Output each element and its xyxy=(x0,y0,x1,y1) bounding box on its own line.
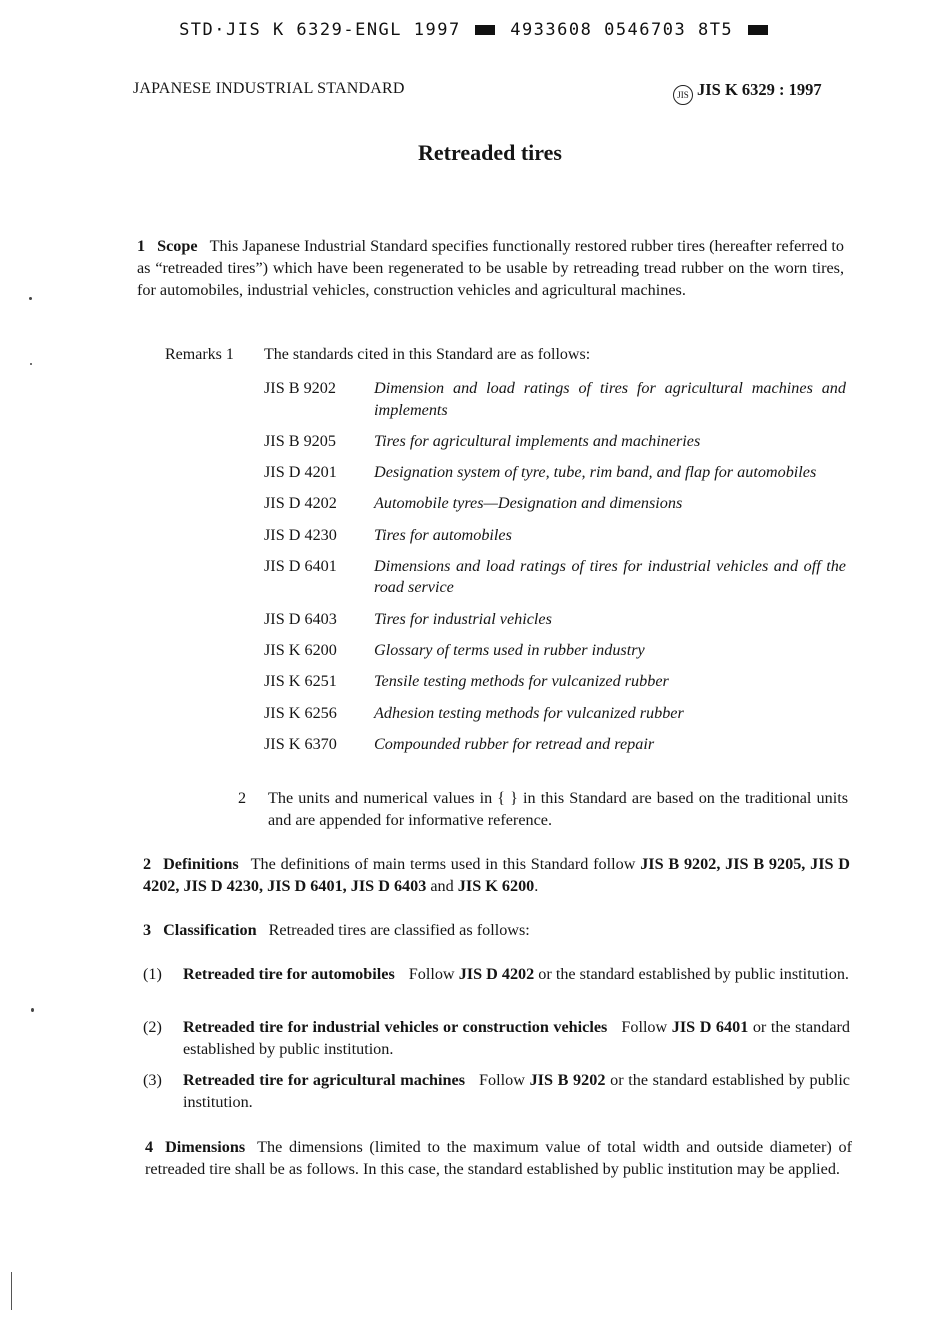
standard-code: JIS D 6403 xyxy=(264,609,337,628)
standard-title: Tires for automobiles xyxy=(374,525,512,544)
standard-code: JIS D 4201 xyxy=(264,463,337,482)
standard-code: JIS K 6200 xyxy=(264,641,337,660)
classification-item xyxy=(143,1016,850,1060)
list-item xyxy=(264,556,846,599)
item-title: Retreaded tire for industrial vehicles or construction vehicles xyxy=(183,1018,608,1036)
standard-title: Glossary of terms used in rubber industry xyxy=(374,641,645,660)
period: . xyxy=(534,877,539,895)
section-text: The dimensions (limited to the maximum value of total width and outside diameter) of retreaded tire shall be as follows. In this case, the standard established by public institution may be applied. xyxy=(145,1138,852,1178)
standard-title: Tires for agricultural implements and machineries xyxy=(374,431,701,450)
item-pre: Follow xyxy=(479,1071,525,1089)
item-number: (3) xyxy=(143,1071,162,1089)
list-item xyxy=(264,431,846,453)
item-title: Retreaded tire for automobiles xyxy=(183,965,395,983)
header-org: JAPANESE INDUSTRIAL STANDARD xyxy=(133,80,405,97)
list-item xyxy=(264,640,846,662)
stamp-block-mark xyxy=(475,25,495,35)
list-item xyxy=(264,378,846,421)
item-pre: Follow xyxy=(408,965,455,983)
section-title: Dimensions xyxy=(165,1138,246,1156)
classification-item xyxy=(143,1069,850,1113)
conjunction: and xyxy=(430,877,454,895)
item-post: or the standard established by public institution. xyxy=(538,965,849,983)
list-item xyxy=(264,703,846,725)
standard-title: Tensile testing methods for vulcanized rubber xyxy=(374,672,669,691)
standard-title: Automobile tyres—Designation and dimensions xyxy=(374,494,683,513)
standard-title: Adhesion testing methods for vulcanized rubber xyxy=(374,703,684,722)
item-ref: JIS D 4202 xyxy=(458,965,535,983)
standard-title: Designation system of tyre, tube, rim band, and flap for automobiles xyxy=(374,463,817,482)
item-post: or the standard established by public institution. xyxy=(183,1071,850,1111)
item-post: or the standard established by public institution. xyxy=(183,1018,850,1058)
classification-item xyxy=(143,963,850,985)
standard-code: JIS K 6329 : 1997 xyxy=(697,80,822,99)
scan-speck xyxy=(29,297,32,300)
item-number: (1) xyxy=(143,965,162,983)
document-stamp xyxy=(0,20,950,40)
page-title: Retreaded tires xyxy=(418,140,562,165)
list-item xyxy=(264,734,846,756)
standard-reference-last: JIS K 6200 xyxy=(457,877,535,895)
standard-code: JIS D 6401 xyxy=(264,556,337,575)
header-standard-code xyxy=(673,80,822,105)
section-text: This Japanese Industrial Standard specifies functionally restored rubber tires (hereafter referred to as “retreaded tires”) which have been regenerated to be usable by retreading tread rubber on the worn tires, for automobiles, industrial vehicles, construction vehicles and agricultural machines. xyxy=(137,237,844,299)
standard-code: JIS K 6251 xyxy=(264,672,337,691)
stamp-block-mark-end xyxy=(748,25,768,35)
section-number: 3 xyxy=(143,921,152,939)
list-item xyxy=(264,609,846,631)
standard-references: JIS B 9202, JIS B 9205, JIS D 4202, JIS D 4230, JIS D 6401, JIS D 6403 xyxy=(143,855,850,895)
remarks-heading: The standards cited in this Standard are as follows: xyxy=(264,346,591,363)
stamp-middle-text: 4933608 0546703 8T5 xyxy=(510,20,734,40)
scan-speck xyxy=(30,363,32,365)
standard-title: Tires for industrial vehicles xyxy=(374,609,552,628)
standard-code: JIS K 6370 xyxy=(264,734,337,753)
list-item xyxy=(264,493,846,515)
list-item xyxy=(264,462,846,484)
standard-title: Compounded rubber for retread and repair xyxy=(374,734,655,753)
section-number: 1 xyxy=(137,237,146,255)
section-text: Retreaded tires are classified as follows: xyxy=(268,921,530,939)
section-number: 4 xyxy=(145,1138,154,1156)
standard-code: JIS B 9202 xyxy=(264,379,336,397)
standard-code: JIS D 4202 xyxy=(264,494,337,513)
list-item xyxy=(264,525,846,547)
standard-code: JIS D 4230 xyxy=(264,525,337,544)
remark-text: The units and numerical values in { } in this Standard are based on the traditional units and are appended for informative reference. xyxy=(268,789,848,829)
list-item xyxy=(264,671,846,693)
remarks-label: Remarks 1 xyxy=(165,346,234,363)
jis-mark-icon: JIS xyxy=(673,85,693,105)
scan-edge-line xyxy=(11,1272,12,1310)
section-scope xyxy=(137,235,844,301)
remark-number: 2 xyxy=(238,789,247,807)
standard-title: Dimension and load ratings of tires for agricultural machines and implements xyxy=(374,379,846,419)
standard-title: Dimensions and load ratings of tires for industrial vehicles and off the road service xyxy=(374,556,846,597)
cited-standards-list xyxy=(264,378,846,765)
section-title: Definitions xyxy=(163,855,239,873)
scan-speck xyxy=(31,1008,34,1012)
section-definitions xyxy=(143,853,850,897)
section-number: 2 xyxy=(143,855,152,873)
section-classification xyxy=(143,919,850,941)
section-title: Classification xyxy=(163,921,257,939)
item-title: Retreaded tire for agricultural machines xyxy=(183,1071,466,1089)
standard-code: JIS B 9205 xyxy=(264,431,336,450)
remark-2 xyxy=(238,788,848,831)
section-title: Scope xyxy=(157,237,198,255)
section-dimensions xyxy=(145,1136,852,1180)
item-ref: JIS D 6401 xyxy=(671,1018,749,1036)
item-ref: JIS B 9202 xyxy=(529,1071,606,1089)
stamp-left-text: STD·JIS K 6329-ENGL 1997 xyxy=(179,20,461,40)
item-number: (2) xyxy=(143,1018,162,1036)
item-pre: Follow xyxy=(621,1018,668,1036)
standard-code: JIS K 6256 xyxy=(264,703,337,722)
section-text: The definitions of main terms used in this Standard follow xyxy=(250,855,636,873)
